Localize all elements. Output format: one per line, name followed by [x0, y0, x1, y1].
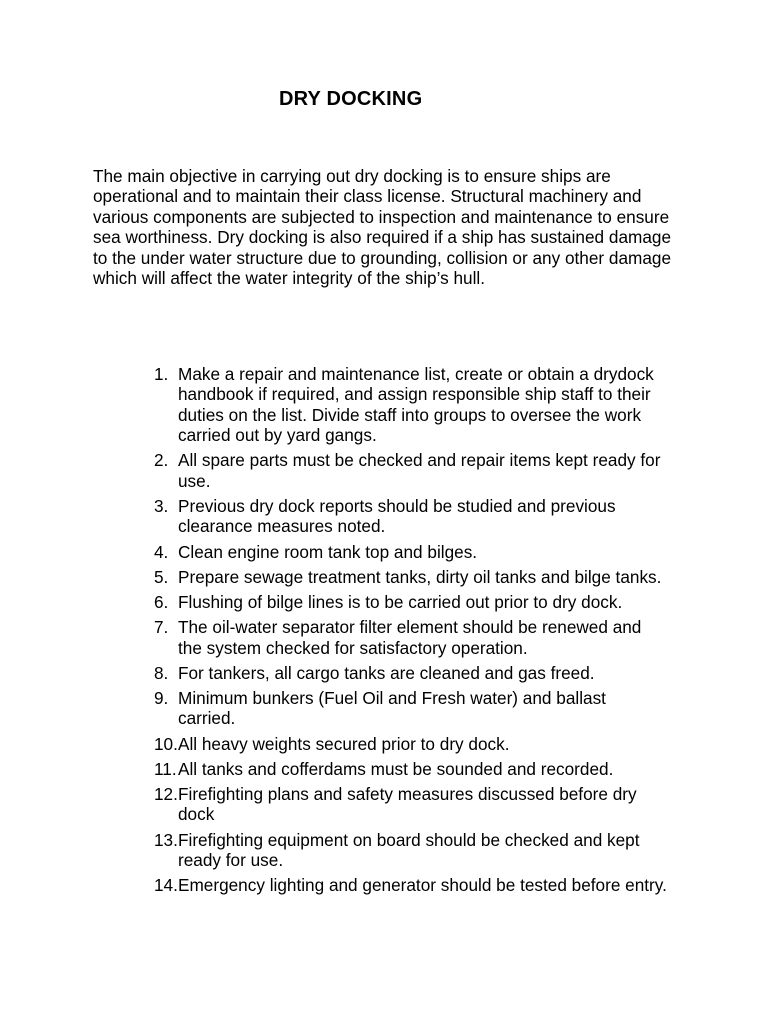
list-item-number: 2.	[154, 450, 169, 471]
list-item-number: 6.	[154, 592, 169, 613]
steps-list	[0, 364, 768, 901]
list-item	[0, 734, 768, 754]
list-item-text: For tankers, all cargo tanks are cleaned and gas freed.	[178, 662, 595, 683]
list-item	[0, 496, 768, 537]
list-item	[0, 450, 768, 491]
list-item-number: 8.	[154, 662, 169, 683]
list-item-text: Firefighting plans and safety measures discussed before dry dock	[178, 784, 637, 825]
list-item-number: 5.	[154, 566, 169, 587]
list-item-number: 3.	[154, 496, 169, 517]
list-item-number: 11.	[154, 758, 177, 779]
list-item	[0, 830, 768, 871]
list-item-text: Make a repair and maintenance list, create or obtain a drydock handbook if required, and assign responsible ship staff to their duties on the list. Divide staff into groups to oversee the work carried out by yard gangs.	[178, 364, 654, 446]
list-item-text: Previous dry dock reports should be studied and previous clearance measures noted.	[178, 496, 616, 537]
list-item-number: 10.	[154, 733, 178, 754]
list-item-number: 12.	[154, 784, 178, 805]
list-item	[0, 759, 768, 779]
list-item	[0, 542, 768, 562]
list-item	[0, 592, 768, 612]
list-item-number: 13.	[154, 829, 178, 850]
list-item	[0, 784, 768, 825]
page-title: DRY DOCKING	[279, 88, 423, 110]
list-item-number: 9.	[154, 688, 169, 709]
list-item-text: All spare parts must be checked and repair items kept ready for use.	[178, 450, 661, 491]
list-item-text: Firefighting equipment on board should be checked and kept ready for use.	[178, 829, 640, 871]
list-item-text: The oil-water separator filter element should be renewed and the system checked for satisfactory operation.	[178, 617, 642, 658]
list-item	[0, 567, 768, 587]
list-item-text: Prepare sewage treatment tanks, dirty oil tanks and bilge tanks.	[178, 566, 662, 587]
list-item	[0, 617, 768, 658]
list-item	[0, 875, 768, 895]
list-item-text: Flushing of bilge lines is to be carried out prior to dry dock.	[178, 592, 623, 613]
list-item-number: 4.	[154, 541, 169, 562]
list-item	[0, 364, 768, 446]
list-item-text: Minimum bunkers (Fuel Oil and Fresh water) and ballast carried.	[178, 688, 606, 729]
intro-paragraph: The main objective in carrying out dry docking is to ensure ships are operational and to maintain their class license. Structural machinery and various components are subjected to inspection and maintenance to ensure sea worthiness. Dry docking is also required if a ship has sustained damage to the under water structure due to grounding, collision or any other damage which will affect the water integrity of the ship’s hull.	[93, 166, 672, 289]
list-item-number: 14.	[154, 875, 178, 896]
list-item	[0, 663, 768, 683]
list-item-number: 7.	[154, 617, 169, 638]
list-item-text: Clean engine room tank top and bilges.	[178, 541, 478, 562]
list-item-number: 1.	[154, 364, 169, 384]
list-item-text: All tanks and cofferdams must be sounded and recorded.	[178, 758, 614, 779]
list-item-text: All heavy weights secured prior to dry dock.	[178, 733, 510, 754]
list-item	[0, 688, 768, 729]
list-item-text: Emergency lighting and generator should be tested before entry.	[178, 875, 667, 896]
